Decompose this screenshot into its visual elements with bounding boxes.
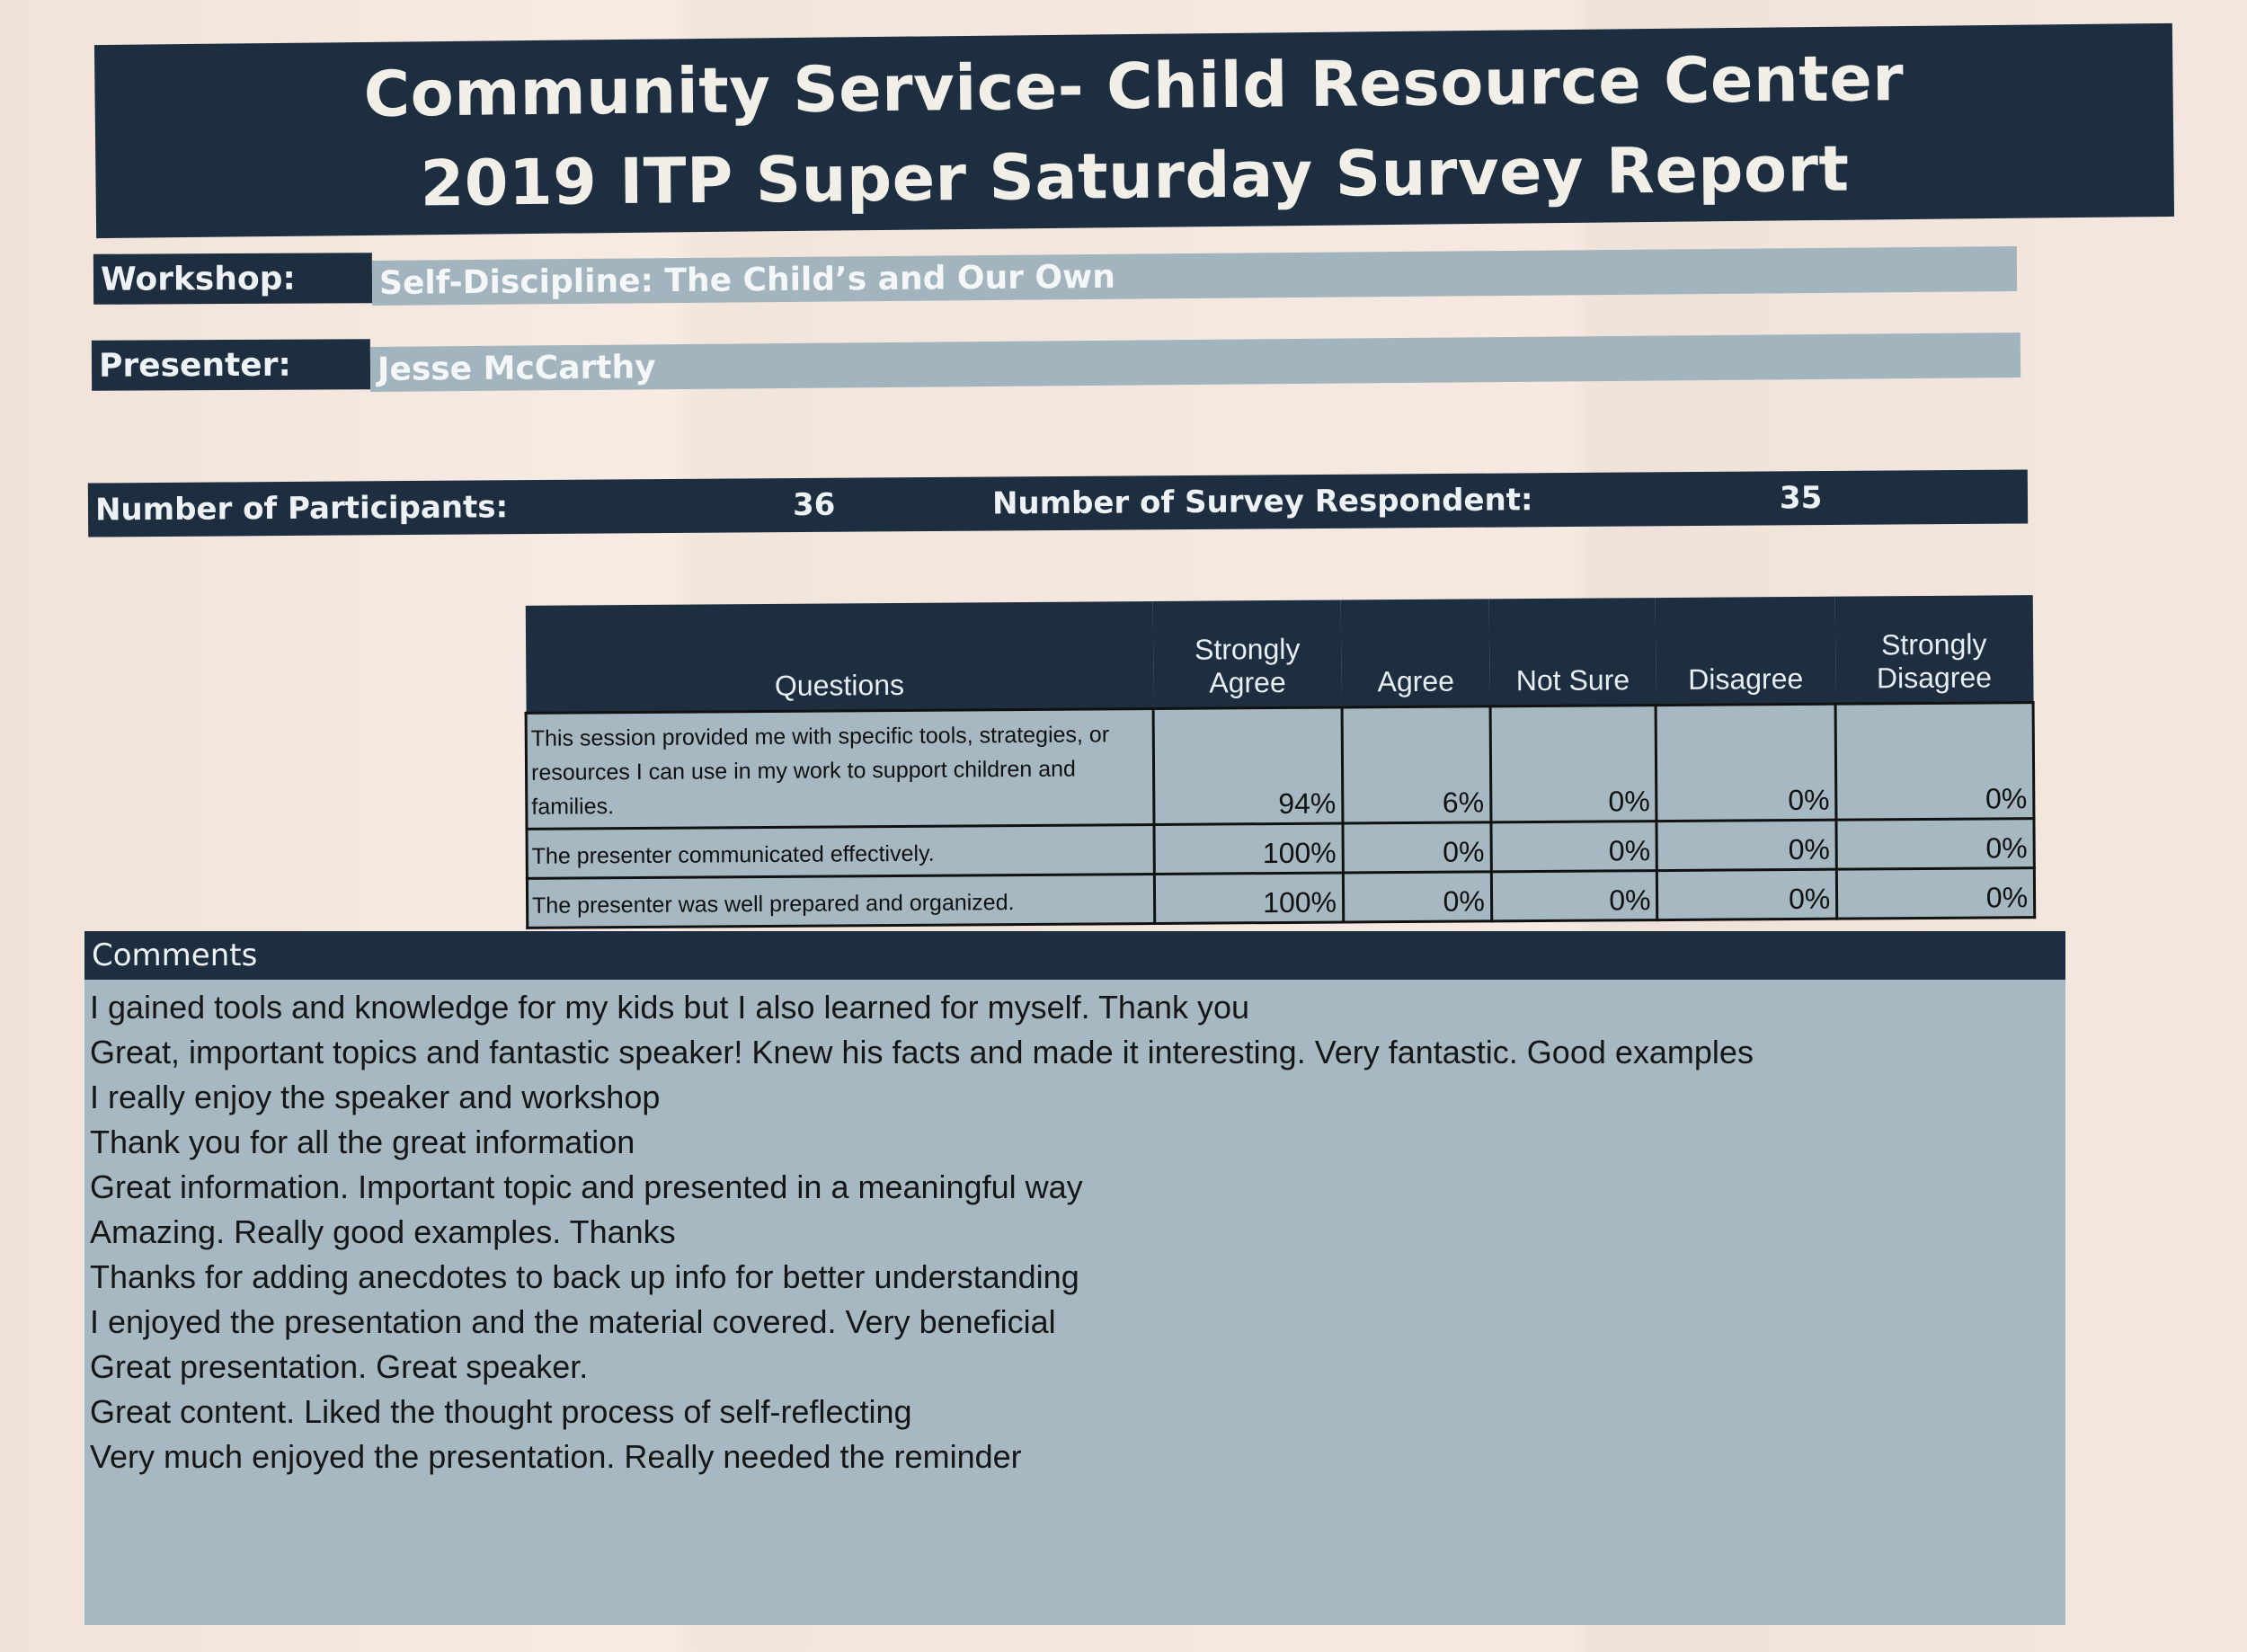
value-cell: 0% — [1656, 704, 1836, 821]
question-cell: The presenter was well prepared and organized. — [527, 874, 1155, 928]
workshop-value: Self-Discipline: The Child’s and Our Own — [372, 246, 2017, 306]
presenter-value: Jesse McCarthy — [370, 333, 2021, 392]
value-cell: 0% — [1657, 869, 1837, 919]
header-not-sure: Not Sure — [1489, 598, 1656, 706]
table-row — [526, 703, 2034, 830]
list-item: Great information. Important topic and presented in a meaningful way — [90, 1168, 1083, 1205]
survey-results-table — [524, 595, 2036, 929]
value-cell: 0% — [1491, 822, 1657, 872]
header-strongly-agree: Strongly Agree — [1152, 600, 1342, 709]
report-title-line-2: 2019 ITP Super Saturday Survey Report — [420, 131, 1850, 220]
value-cell: 0% — [1343, 822, 1491, 873]
value-cell: 100% — [1154, 823, 1343, 874]
value-cell: 0% — [1835, 703, 2034, 821]
value-cell: 0% — [1490, 706, 1657, 822]
list-item: Thanks for adding anecdotes to back up info for better understanding — [90, 1258, 1079, 1295]
participant-count-bar — [88, 469, 2028, 537]
value-cell: 0% — [1343, 872, 1491, 922]
value-cell: 94% — [1153, 707, 1343, 824]
list-item: I enjoyed the presentation and the material covered. Very beneficial — [90, 1303, 1056, 1340]
question-cell: The presenter communicated effectively. — [527, 824, 1155, 878]
header-strongly-disagree: Strongly Disagree — [1834, 595, 2033, 704]
respondents-value: 35 — [1779, 480, 1823, 517]
value-cell: 100% — [1155, 873, 1344, 923]
report-title-line-1: Community Service- Child Resource Center — [363, 40, 1905, 131]
list-item: Amazing. Really good examples. Thanks — [90, 1213, 676, 1250]
value-cell: 0% — [1836, 819, 2034, 870]
comments-section — [84, 931, 2065, 1625]
list-item: I really enjoy the speaker and workshop — [90, 1079, 661, 1115]
list-item: Great content. Liked the thought process of self-reflecting — [90, 1393, 912, 1430]
question-cell: This session provided me with specific tools, strategies, or resources I can use in my work to support children and families. — [526, 708, 1154, 829]
list-item: I gained tools and knowledge for my kids but I also learned for myself. Thank you — [90, 989, 1250, 1026]
header-agree: Agree — [1341, 599, 1490, 707]
comments-heading: Comments — [84, 931, 2065, 980]
header-questions: Questions — [525, 601, 1153, 713]
value-cell: 0% — [1491, 871, 1657, 921]
comments-list — [84, 980, 2065, 1479]
value-cell: 0% — [1837, 868, 2035, 919]
table-header-row — [525, 595, 2033, 713]
list-item: Great presentation. Great speaker. — [90, 1348, 589, 1385]
workshop-label: Workshop: — [93, 253, 372, 305]
list-item: Great, important topics and fantastic speaker! Knew his facts and made it interesting. Very fantastic. Good examples — [90, 1034, 1754, 1070]
value-cell: 0% — [1656, 820, 1836, 870]
participants-label: Number of Participants: — [94, 489, 509, 528]
presenter-label: Presenter: — [92, 339, 370, 391]
list-item: Very much enjoyed the presentation. Really needed the reminder — [90, 1438, 1022, 1475]
respondents-label: Number of Survey Respondent: — [991, 482, 1533, 522]
list-item: Thank you for all the great information — [90, 1124, 635, 1160]
header-disagree: Disagree — [1656, 597, 1836, 706]
report-title-banner — [94, 23, 2174, 238]
value-cell: 6% — [1342, 706, 1491, 823]
participants-value: 36 — [792, 486, 836, 524]
table-row — [527, 868, 2034, 928]
